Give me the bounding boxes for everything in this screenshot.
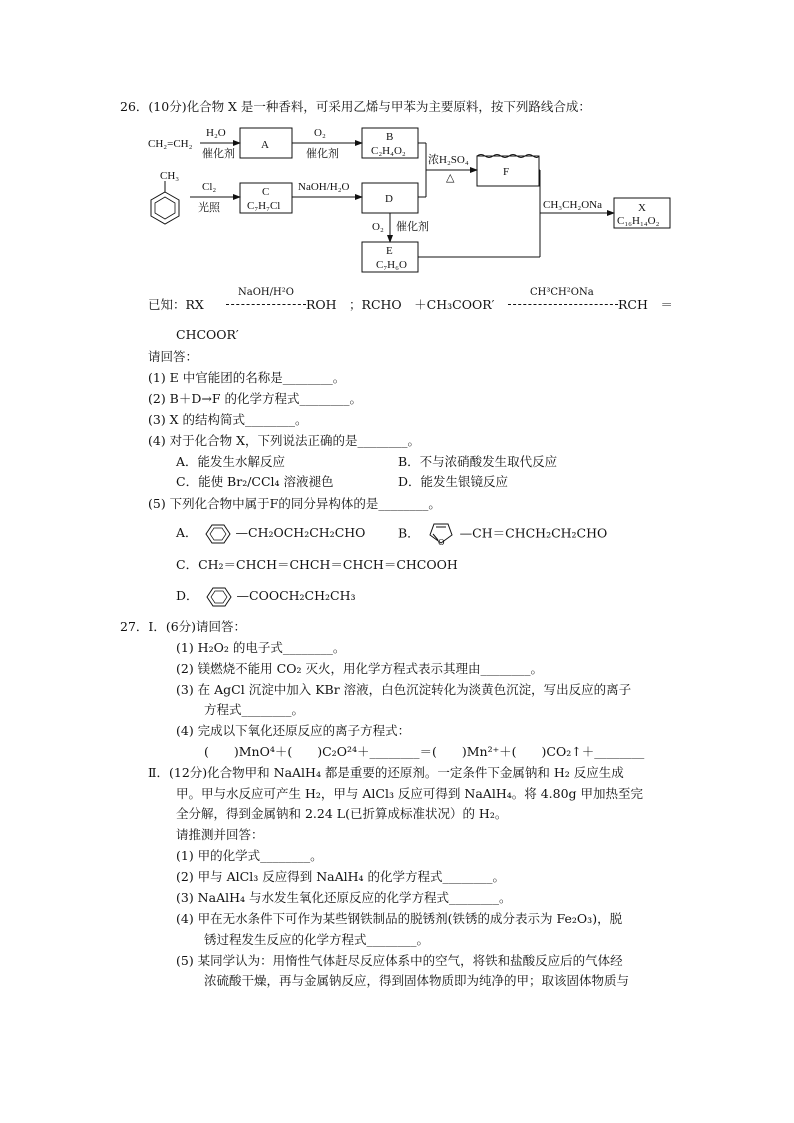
q27-part2-line-2: 甲。甲与水反应可产生 H₂，甲与 AlCl₃ 反应可得到 NaAlH₄。将 4.80g 甲加热至完 (176, 786, 644, 801)
ask-label: 请回答： (148, 349, 199, 364)
compound-x: X (638, 202, 646, 214)
compound-d: D (385, 193, 393, 205)
furan-ring-icon (424, 522, 458, 546)
q27-1-equation: ( )MnO⁴＋( )C₂O²⁴＋________＝( )Mn²⁺＋( )CO₂↑＋________ (204, 744, 645, 759)
compound-f: F (503, 166, 510, 178)
q26-4-option-b: B．不与浓硝酸发生取代反应 (398, 454, 558, 469)
ch3ch2ona-reagent: CH₃CH₂ONa (543, 199, 603, 211)
known-prefix: 已知：RX (148, 297, 204, 312)
benzene-ring-icon (202, 523, 234, 545)
option-b-text: —CH＝CHCH₂CH₂CHO (459, 525, 608, 541)
q26-item-2: (2) B＋D→F 的化学方程式________。 (148, 391, 363, 406)
q26-5-option-b (398, 522, 607, 546)
synthesis-scheme (0, 0, 794, 300)
q26-5-option-a (176, 522, 365, 545)
compound-e: E (386, 245, 393, 257)
compound-c: C (262, 186, 270, 198)
heat-symbol: △ (446, 172, 455, 184)
q27-part1-head: 27．Ⅰ．(6分)请回答： (120, 619, 247, 634)
known-rch: RCH ＝ (618, 297, 673, 312)
conc-h2so4-label: 浓H₂SO₄ (428, 154, 469, 166)
compound-x-formula: C₁₆H₁₄O₂ (617, 215, 660, 227)
q26-item-3: (3) X 的结构简式________。 (148, 412, 308, 427)
option-b-label: B． (398, 525, 420, 541)
known-cond-1: NaOH/H²O (238, 287, 294, 298)
q27-1-item-3-cont: 方程式________。 (204, 702, 305, 717)
compound-b-formula: C₂H₄O₂ (371, 145, 406, 157)
q27-2-item-5-cont: 浓硫酸干燥，再与金属钠反应，得到固体物质即为纯净的甲；取该固体物质与 (204, 973, 630, 988)
q27-2-item-5: (5) 某同学认为：用惰性气体赶尽反应体系中的空气，将铁和盐酸反应后的气体经 (176, 953, 623, 968)
known-cont: CHCOOR′ (176, 327, 239, 342)
catalyst-label-3: 催化剂 (396, 221, 429, 233)
compound-c-formula: C₇H₇Cl (247, 200, 281, 212)
q27-part2-ask: 请推测并回答： (176, 827, 264, 842)
q26-5-option-c: C．CH₂＝CHCH＝CHCH＝CHCH＝CHCOOH (176, 557, 458, 572)
q27-2-item-4-cont: 锈过程发生反应的化学方程式________。 (204, 932, 430, 947)
option-d-text: —COOCH₂CH₂CH₃ (236, 588, 356, 603)
q27-1-item-4: (4) 完成以下氧化还原反应的离子方程式： (176, 723, 411, 738)
q27-2-item-2: (2) 甲与 AlCl₃ 反应得到 NaAlH₄ 的化学方程式________。 (176, 869, 505, 884)
known-arrow-2 (508, 304, 618, 305)
catalyst-label-2: 催化剂 (306, 148, 339, 160)
catalyst-label-1: 催化剂 (202, 148, 235, 160)
compound-b: B (386, 131, 394, 143)
svg-text:O: O (437, 538, 445, 546)
q26-4-option-a: A．能发生水解反应 (176, 454, 286, 469)
naoh-reagent: NaOH/H₂O (298, 181, 350, 193)
q27-2-item-3: (3) NaAlH₄ 与水发生氧化还原反应的化学方程式________。 (176, 890, 512, 905)
ethylene-label: CH₂=CH₂ (148, 138, 193, 150)
q26-item-5: (5) 下列化合物中属于F的同分异构体的是________。 (148, 496, 441, 511)
q26-4-option-d: D．能发生银镜反应 (398, 474, 509, 489)
h2o-reagent: H₂O (206, 127, 226, 139)
compound-a: A (261, 139, 269, 151)
known-roh: ROH ；RCHO ＋CH₃COOR′ (306, 297, 495, 312)
q27-1-item-2: (2) 镁燃烧不能用 CO₂ 灭火，用化学方程式表示其理由________。 (176, 661, 543, 676)
q27-1-item-1: (1) H₂O₂ 的电子式________。 (176, 640, 346, 655)
q27-part2-line-1: Ⅱ．(12分)化合物甲和 NaAlH₄ 都是重要的还原剂。一定条件下金属钠和 H₂ 反应生成 (148, 765, 624, 780)
option-a-text: —CH₂OCH₂CH₂CHO (235, 525, 366, 540)
q27-2-item-4: (4) 甲在无水条件下可作为某些钢铁制品的脱锈剂(铁锈的成分表示为 Fe₂O₃)，脱 (176, 911, 623, 926)
q26-4-option-c: C．能使 Br₂/CCl₄ 溶液褪色 (176, 474, 334, 489)
q26-5-option-d (176, 585, 356, 608)
q26-stem: 26．(10分)化合物 X 是一种香料，可采用乙烯与甲苯为主要原料，按下列路线合成： (120, 99, 591, 114)
light-condition: 光照 (198, 202, 220, 214)
benzene-ring-icon (203, 586, 235, 608)
o2-reagent-1: O₂ (314, 127, 326, 139)
q26-item-4: (4) 对于化合物 X，下列说法正确的是________。 (148, 433, 421, 448)
known-cond-2: CH³CH²ONa (530, 287, 594, 298)
q27-part2-line-3: 全分解，得到金属钠和 2.24 L(已折算成标准状况）的 H₂。 (176, 806, 508, 821)
q26-item-1: (1) E 中官能团的名称是________。 (148, 370, 346, 385)
option-d-label: D． (176, 588, 199, 603)
q27-1-item-3: (3) 在 AgCl 沉淀中加入 KBr 溶液，白色沉淀转化为淡黄色沉淀，写出反应的离子 (176, 682, 632, 697)
o2-reagent-2: O₂ (372, 221, 384, 233)
methyl-label: CH₃ (160, 170, 180, 182)
option-a-label: A． (176, 525, 198, 540)
q27-2-item-1: (1) 甲的化学式________。 (176, 848, 323, 863)
known-arrow-1 (226, 304, 306, 305)
cl2-reagent: Cl₂ (202, 181, 217, 193)
compound-e-formula: C₇H₆O (376, 259, 407, 271)
